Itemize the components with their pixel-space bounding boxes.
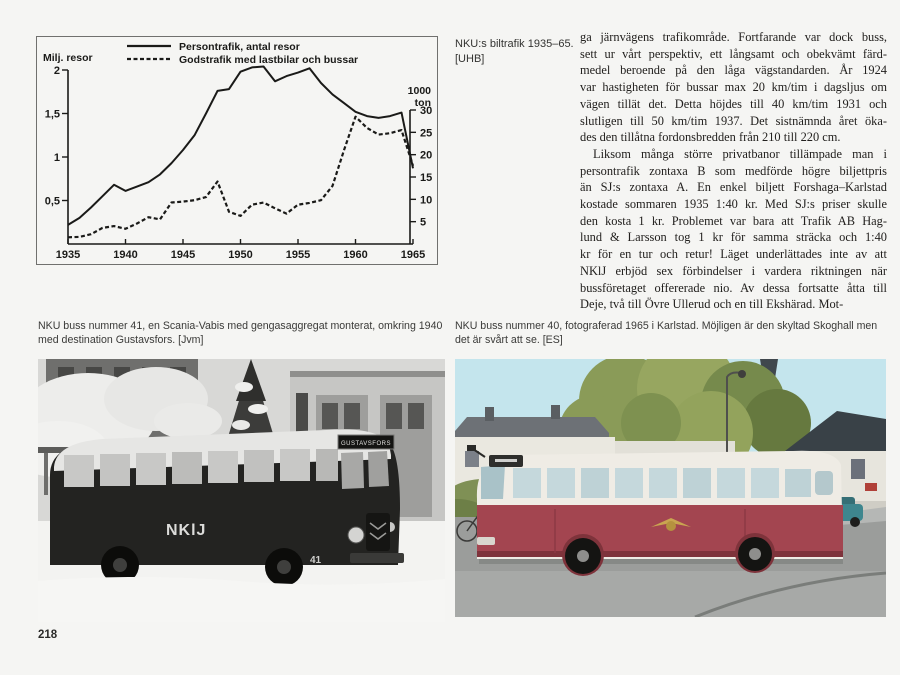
article-line: Liksom många större privatbanor tillämpade man i <box>593 146 887 161</box>
svg-text:30: 30 <box>420 105 433 117</box>
svg-text:1,5: 1,5 <box>44 108 60 121</box>
article-line: medel beroende på den låga vägstandarden. År 1924 <box>580 63 887 78</box>
traffic-chart-canvas <box>37 37 437 264</box>
article-text <box>580 29 887 313</box>
left-photo-scene <box>38 359 445 622</box>
right-photo-bus-40 <box>455 359 886 617</box>
svg-text:1000: 1000 <box>407 85 431 97</box>
article-line: vägen tillät det. Detta höjdes till 40 km/tim 1931 och <box>580 96 887 111</box>
article-line: slutligen till 50 km/tim 1937. Det sistnämnda året öka- <box>580 113 887 128</box>
article-line: än SJ:s zontaxa A. En enkel biljett Forshaga–Karlstad <box>580 180 887 195</box>
article-line: NKlJ erbjöd sex förbindelser i vardera riktningen när <box>580 263 887 278</box>
article-line: lund & Larsson tog 1 kr för samma sträcka och 1:40 <box>580 230 887 245</box>
article-line: bussföretaget offererade nio. Av dessa fortsatte åtta till <box>580 280 887 295</box>
svg-text:20: 20 <box>420 149 433 162</box>
article-line: kostade sommaren 1935 1:40 kr. Med SJ:s priser skulle <box>580 197 887 212</box>
svg-text:2: 2 <box>53 65 60 77</box>
article-line: var hastigheten för bussar max 20 km/tim i dagsljus om <box>580 80 887 95</box>
article-line: kr för en tur och retur! Läget underlättades inte av att <box>580 247 887 262</box>
article-line: ga järnvägens trafikområde. Fortfarande var dock buss, <box>580 30 887 44</box>
svg-text:1950: 1950 <box>228 249 253 261</box>
article-line: sett ur vårt perspektiv, ett långsamt och obekvämt färd- <box>580 46 887 61</box>
chart-caption <box>455 37 585 66</box>
svg-text:1: 1 <box>53 152 60 164</box>
svg-text:1960: 1960 <box>343 249 368 261</box>
svg-text:1940: 1940 <box>113 249 138 261</box>
svg-text:0,5: 0,5 <box>44 195 60 208</box>
bus-side-lettering: NKlJ <box>166 522 207 539</box>
bus-41 <box>50 429 404 586</box>
right-photo-caption: NKU buss nummer 40, fotograferad 1965 i Karlstad. Möjligen är den skyltad Skoghall men det är svårt att se. [ES] <box>455 320 878 346</box>
traffic-chart <box>36 36 438 265</box>
svg-text:Milj. resor: Milj. resor <box>43 52 93 64</box>
left-photo-caption: NKU buss nummer 41, en Scania-Vabis med gengasaggregat monterat, omkring 1940 med destination Gustavsfors. [Jvm] <box>38 320 443 346</box>
left-photo-bus-41 <box>38 359 445 622</box>
destination-sign: GUSTAVSFORS <box>341 441 391 447</box>
article-line: persontrafik zontaxa B som medförde högre biljettpris <box>580 163 887 178</box>
svg-text:Godstrafik med lastbilar och b: Godstrafik med lastbilar och bussar <box>179 54 359 66</box>
chart-caption-text: NKU:s biltrafik 1935–65. <box>455 38 574 50</box>
page-number: 218 <box>38 629 58 641</box>
right-photo-scene <box>455 359 886 617</box>
svg-text:25: 25 <box>420 127 433 140</box>
article-line: Deje, två till Övre Ullerud och en till Ekshärad. Mot- <box>580 297 844 312</box>
bus-40 <box>467 445 843 576</box>
svg-text:1965: 1965 <box>400 249 426 261</box>
chart-caption-credit: [UHB] <box>455 52 485 65</box>
bus-number: 41 <box>310 555 322 566</box>
article-line: des den tillåtna fordonsbredden från 210 till 220 cm. <box>580 130 841 145</box>
svg-text:1945: 1945 <box>170 249 196 261</box>
svg-text:10: 10 <box>420 194 433 207</box>
svg-text:1955: 1955 <box>285 249 311 261</box>
svg-text:Persontrafik, antal resor: Persontrafik, antal resor <box>179 41 300 53</box>
article-line: den kosta 1 kr. Problemet var bara att Trafik AB Hag- <box>580 213 887 228</box>
svg-text:ton: ton <box>414 97 431 109</box>
svg-text:1935: 1935 <box>55 249 81 261</box>
svg-text:5: 5 <box>420 216 427 229</box>
svg-text:15: 15 <box>420 172 433 184</box>
